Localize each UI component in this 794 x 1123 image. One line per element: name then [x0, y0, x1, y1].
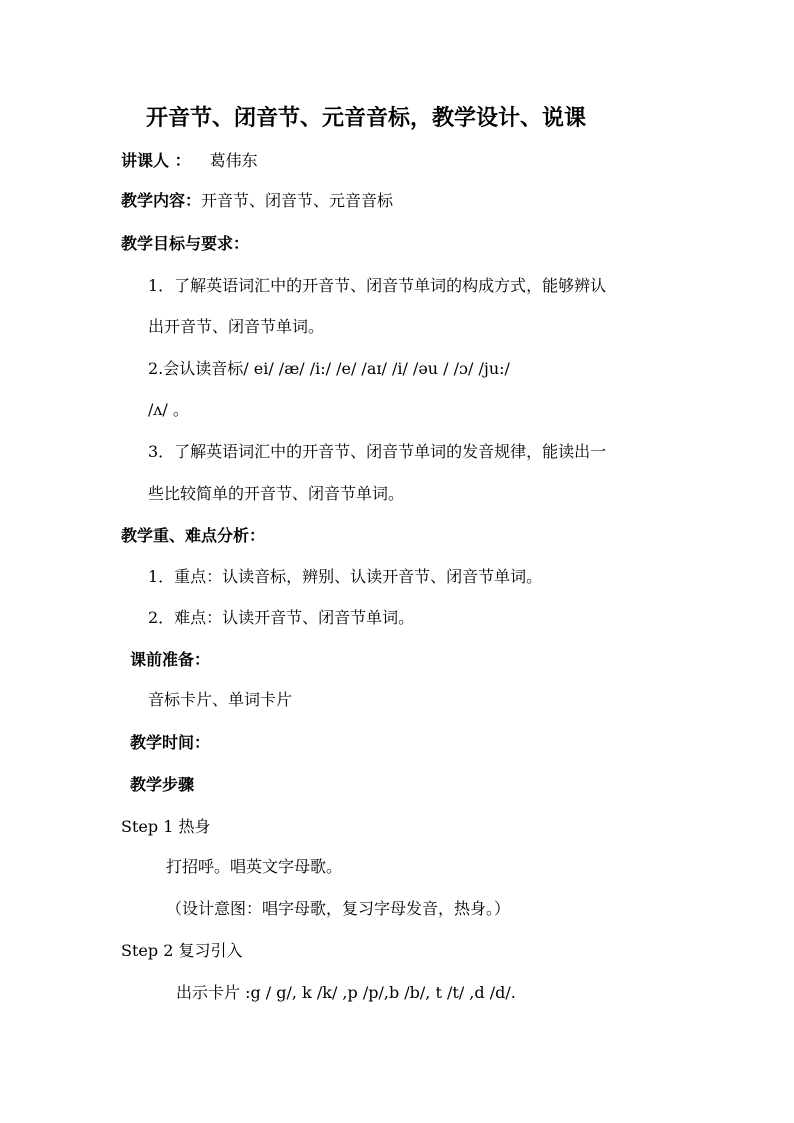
step-1-line-1: 打招呼。唱英文字母歌。: [166, 857, 343, 876]
step-1-line-2: （设计意图：唱字母歌，复习字母发音，热身。）: [166, 899, 511, 918]
goal-item-3-line-2: 些比较简单的开音节、闭音节单词。: [148, 484, 405, 503]
goal-item-2-line-1: 2.会认读音标/ ei/ /ӕ/ /i:/ /e/ /aɪ/ /i/ /əu / /ɔ/ /ju:/: [148, 359, 510, 378]
step-2-line-1: 出示卡片 :g / g/, k /k/ ,p /p/,b /b/, t /t/ ,d /d/.: [176, 983, 516, 1002]
lecturer-name: 葛伟东: [209, 151, 258, 170]
content-line: [121, 191, 393, 211]
step-2-label: Step 2 复习引入: [121, 941, 243, 960]
time-heading: 教学时间：: [130, 733, 211, 752]
content-value: 开音节、闭音节、元音音标: [201, 191, 394, 210]
step-1-label: Step 1 热身: [121, 817, 211, 836]
goal-item-1-line-2: 出开音节、闭音节单词。: [148, 317, 325, 336]
goal-item-1-line-1: 1．了解英语词汇中的开音节、闭音节单词的构成方式，能够辨认: [148, 276, 607, 295]
lecturer-label: 讲课人 ：: [121, 151, 191, 170]
preparation-heading: 课前准备：: [130, 650, 211, 669]
goals-heading: 教学目标与要求：: [121, 234, 250, 253]
key-point-item-2: 2．难点：认读开音节、闭音节单词。: [148, 608, 415, 627]
goal-item-3-line-1: 3．了解英语词汇中的开音节、闭音节单词的发音规律，能读出一: [148, 442, 607, 461]
preparation-value: 音标卡片、单词卡片: [148, 690, 293, 709]
goal-item-2-line-2: /ʌ/ 。: [148, 400, 189, 419]
key-point-item-1: 1．重点：认读音标，辨别、认读开音节、闭音节单词。: [148, 567, 543, 586]
lecturer-line: [121, 151, 258, 171]
steps-heading: 教学步骤: [130, 775, 195, 794]
content-label: 教学内容：: [121, 191, 202, 210]
document-title: 开音节、闭音节、元音音标，教学设计、说课: [146, 105, 587, 131]
key-points-heading: 教学重、难点分析：: [121, 526, 266, 545]
